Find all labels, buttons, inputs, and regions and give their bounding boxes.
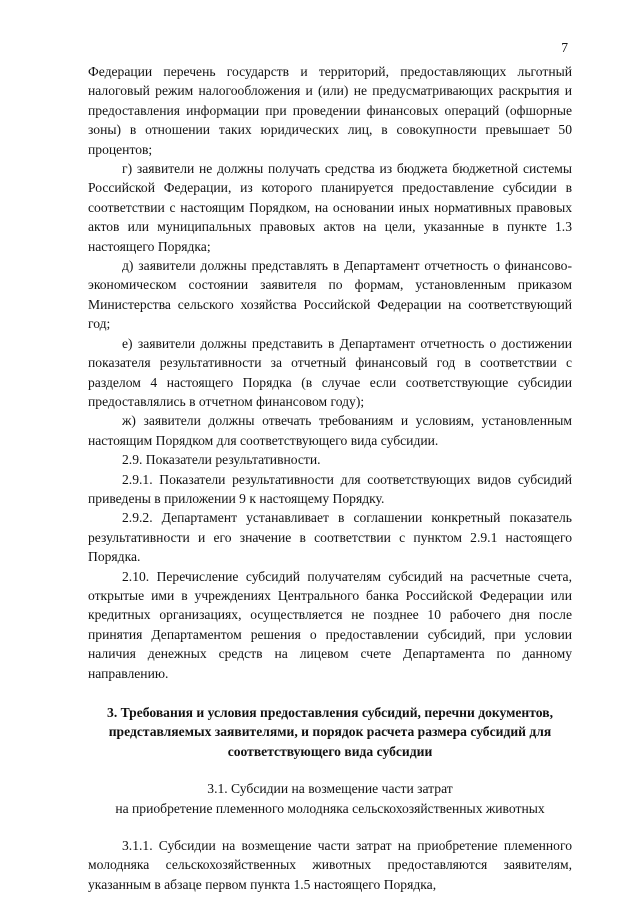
paragraph-2-9: 2.9. Показатели результативности. bbox=[122, 452, 321, 468]
paragraph-3-1-1: 3.1.1. Субсидии на возмещение части затрат на приобретение племенного молодняка сельскохозяйственных животных предоставляются заявителям, указанным в абзаце первом пункта 1.5 настоящего Порядка, bbox=[88, 838, 572, 892]
paragraph-2-9-1: 2.9.1. Показатели результативности для соответствующих видов субсидий приведены в приложении 9 к настоящему Порядку. bbox=[88, 471, 572, 506]
paragraph-item-zh: ж) заявители должны отвечать требованиям и условиям, установленным настоящим Порядком для соответствующего вида субсидии. bbox=[88, 413, 572, 448]
subsection-heading-line2: на приобретение племенного молодняка сельскохозяйственных животных bbox=[115, 800, 545, 816]
paragraph-2-9-2: 2.9.2. Департамент устанавливает в соглашении конкретный показатель результативности и его значение в соответствии с пунктом 2.9.1 настоящего Порядка. bbox=[88, 510, 572, 565]
paragraph-item-g: г) заявители не должны получать средства из бюджета бюджетной системы Российской Федерации, из которого планируется предоставление субсидии в соответствии с настоящим Порядком, на основании иных нормативных правовых актов или муниципальных правовых актов на цели, указанные в пункте 1.3 настоящего Порядка; bbox=[88, 161, 572, 254]
document-body bbox=[88, 62, 572, 894]
paragraph-2-10: 2.10. Перечисление субсидий получателям субсидий на расчетные счета, открытые ими в учреждениях Центрального банка Российской Федерации или кредитных организациях, осуществляется не позднее 10 рабочего дня после принятия Департаментом решения о предоставлении субсидий, при условии наличия денежных средств на лицевом счете Департамента по данному направлению. bbox=[88, 568, 572, 681]
subsection-heading-3-1 bbox=[88, 779, 572, 818]
page-number: 7 bbox=[561, 40, 568, 55]
section-heading-3: 3. Требования и условия предоставления субсидий, перечни документов, представляемых заявителями, и порядок расчета размера субсидий для соответствующего вида субсидии bbox=[107, 705, 553, 759]
paragraph-offshore-continued: Федерации перечень государств и территорий, предоставляющих льготный налоговый режим налогообложения и (или) не предусматривающих раскрытия и предоставления информации при проведении финансовых операций (офшорные зоны) в отношении таких юридических лиц, в совокупности превышает 50 процентов; bbox=[88, 64, 572, 157]
spacer bbox=[88, 818, 572, 836]
paragraph-item-d: д) заявители должны представлять в Департамент отчетность о финансово-экономическом состоянии заявителя по формам, установленным приказом Министерства сельского хозяйства Российской Федерации на соответствующий год; bbox=[88, 258, 572, 332]
subsection-heading-line1: 3.1. Субсидии на возмещение части затрат bbox=[207, 781, 453, 797]
paragraph-item-e: е) заявители должны представить в Департамент отчетность о достижении показателя результативности за отчетный финансовый год в соответствии с разделом 4 настоящего Порядка (в случае если соответствующие субсидии предоставлялись в отчетном финансовом году); bbox=[88, 335, 572, 409]
